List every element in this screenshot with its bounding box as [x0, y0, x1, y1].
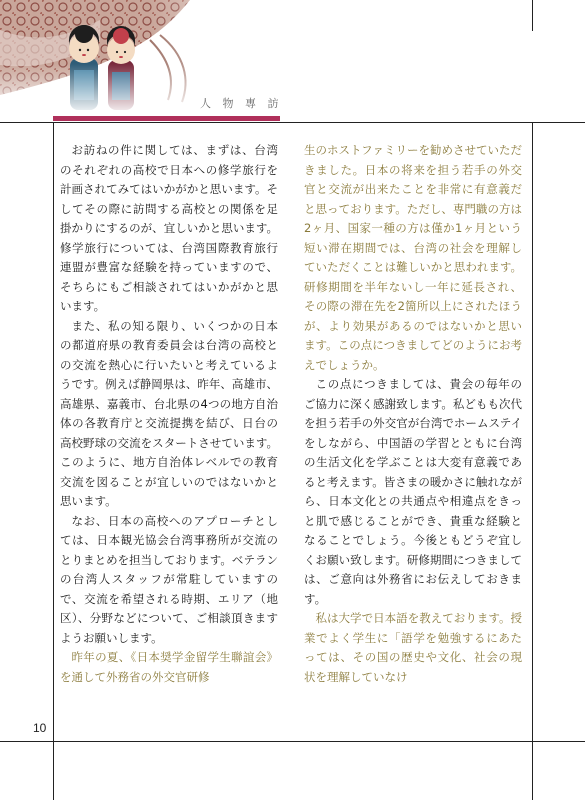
page-number: 10 [33, 721, 47, 735]
paragraph: この点につきましては、貴会の毎年のご協力に深く感謝致します。私どもも次代を担う若手の外交官が台湾でホームステイをしながら、中国語の学習とともに台湾の生活文化を学ぶことは大変有意義であると考えます。皆さまの暖かさに触れながら、日本文化との共通点や相違点をきっと肌で感じることができ、貴重な経験となることでしょう。今後ともどうぞ宜しくお願い致します。研修期間につきましては、ご意向は外務省にお伝えしておきます。 [304, 377, 522, 606]
right-text-column [304, 141, 522, 687]
left-text-column [60, 141, 278, 687]
right-vertical-rule-top [532, 0, 533, 31]
paragraph: お訪ねの件に関しては、まずは、台湾のそれぞれの高校で日本への修学旅行を計画されてみてはいかがかと思います。そしてその際に訪問する高校との関係を足掛かりにするのが、宜しいかと思います。修学旅行については、台湾国際教育旅行連盟が豊富な経験を持っていますので、そちらにもご相談されてはいかがかと思います。 [60, 143, 278, 313]
left-vertical-rule [53, 122, 54, 800]
paragraph: 昨年の夏、《日本奨学金留学生聯誼会》を通して外務省の外交官研修 [60, 650, 278, 684]
bottom-horizontal-rule [0, 741, 585, 742]
accent-bar [53, 116, 280, 121]
section-label: 人 物 專 訪 [200, 97, 283, 110]
right-vertical-rule [532, 123, 533, 800]
top-horizontal-rule [0, 122, 585, 123]
paragraph: なお、日本の高校へのアプローチとしては、日本観光協会台湾事務所が交流のとりまとめを担当しております。ベテランの台湾人スタッフが常駐していますので、交流を希望される時期、エリア（地区）、分野などについて、ご相談頂きますようお願いします。 [60, 513, 278, 645]
paragraph: 私は大学で日本語を教えております。授業でよく学生に「語学を勉強するにあたっては、その国の歴史や文化、社会の現状を理解していなけ [304, 611, 522, 684]
paragraph: 生のホストファミリーを勧めさせていただきました。日本の将来を担う若手の外交官と交流が出来たことを非常に有意義だと思っております。ただし、専門職の方は2ヶ月、国家一種の方は僅か1ヶ月という短い滞在期間では、台湾の社会を理解していただくことは難しいかと思われます。研修期間を半年ないし一年に延長され、その際の滞在先を2箇所以上にされたほうが、より効果があるのではないかと思います。この点につきましてどのようにお考えでしょうか。 [304, 143, 522, 372]
paragraph: また、私の知る限り、いくつかの日本の都道府県の教育委員会は台湾の高校との交流を熱心に行いたいと考えているようです。例えば静岡県は、昨年、高雄市、高雄県、嘉義市、台北県の4つの地方自治体の各教育庁と交流提携を結び、日台の高校野球の交流をスタートさせています。このように、地方自治体レベルでの教育交流を図ることが宜しいのではないかと思います。 [60, 318, 278, 508]
